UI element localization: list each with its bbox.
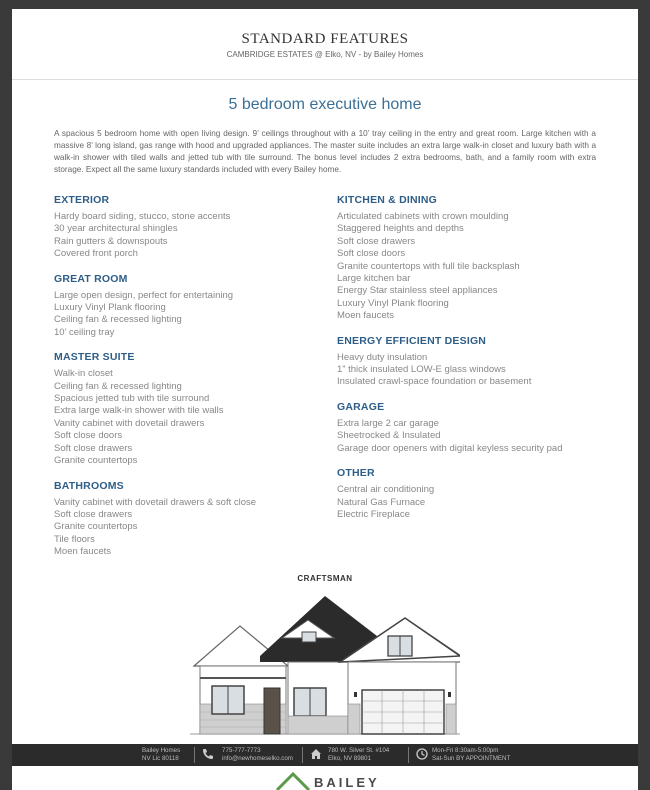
feature-item: Luxury Vinyl Plank flooring	[337, 297, 449, 309]
house-icon	[310, 748, 322, 760]
email-address[interactable]: info@newhomeselko.com	[222, 755, 293, 762]
header-subtitle: CAMBRIDGE ESTATES @ Elko, NV - by Bailey Homes	[226, 50, 424, 59]
elevation-label: CRAFTSMAN	[297, 574, 353, 583]
bailey-logo-icon	[275, 770, 311, 790]
feature-item: Spacious jetted tub with tile surround	[54, 393, 210, 405]
feature-item: Covered front porch	[54, 248, 138, 260]
feature-item: Luxury Vinyl Plank flooring	[54, 302, 166, 314]
feature-item: Soft close doors	[337, 248, 406, 260]
feature-item: Moen faucets	[337, 310, 395, 322]
feature-item: Soft close drawers	[54, 508, 133, 520]
feature-item: Tile floors	[54, 533, 95, 545]
section-kitchen-dining	[337, 194, 607, 323]
home-title: 5 bedroom executive home	[228, 96, 422, 113]
feature-item: Vanity cabinet with dovetail drawers & soft close	[54, 496, 257, 508]
section-title: KITCHEN & DINING	[337, 194, 438, 206]
intro-paragraph: A spacious 5 bedroom home with open living design. 9’ ceilings throughout with a 10’ tray ceiling in the entry and great room. Large kitchen with a massive 8’ long island, gas range with hood and upgraded appliances. The master suite includes an extra large walk-in closet and luxury bath with a walk-in shower with tiled walls and jetted tub with tile surround. The bonus level includes 2 extra bedrooms, bath, and a family room with extra storage. Expect all the same luxury standards included with every Bailey home.	[54, 129, 596, 174]
feature-item: Rain gutters & downspouts	[54, 235, 168, 247]
section-title: GREAT ROOM	[54, 272, 128, 285]
section-title: ENERGY EFFICIENT DESIGN	[337, 334, 487, 347]
footer-divider	[408, 747, 409, 763]
logo-text: BAILEY	[314, 775, 380, 790]
feature-item: Granite countertops	[54, 521, 138, 533]
feature-item: Energy Star stainless steel appliances	[337, 285, 498, 297]
contact-footer-bar	[12, 744, 638, 766]
address-line-1: 780 W. Silver St. #104	[328, 747, 390, 754]
feature-item: 10’ ceiling tray	[54, 326, 115, 338]
house-elevation-drawing	[190, 586, 460, 738]
section-title: OTHER	[337, 467, 375, 480]
section-title: BATHROOMS	[54, 479, 124, 492]
footer-divider	[302, 747, 303, 763]
feature-item: Natural Gas Furnace	[337, 496, 426, 508]
feature-item: Ceiling fan & recessed lighting	[54, 380, 182, 392]
feature-item: Walk-in closet	[54, 368, 113, 380]
feature-item: Large open design, perfect for entertaining	[54, 289, 234, 301]
feature-item: Granite countertops with full tile backsplash	[337, 260, 520, 272]
feature-item: Articulated cabinets with crown moulding	[337, 211, 509, 222]
feature-item: Soft close drawers	[54, 442, 133, 454]
feature-item: Soft close doors	[54, 430, 123, 442]
section-bathrooms	[54, 480, 324, 559]
feature-item: Large kitchen bar	[337, 273, 411, 285]
feature-item: Staggered heights and depths	[337, 223, 464, 235]
feature-item: Moen faucets	[54, 546, 112, 558]
section-title: EXTERIOR	[54, 194, 110, 206]
section-master-suite	[54, 351, 324, 467]
feature-item: Sheetrocked & Insulated	[337, 430, 441, 442]
phone-icon	[202, 748, 214, 760]
section-energy-efficient	[337, 335, 607, 389]
feature-item: Extra large walk-in shower with tile walls	[54, 405, 224, 417]
feature-item: Electric Fireplace	[337, 508, 410, 520]
feature-item: Vanity cabinet with dovetail drawers	[54, 417, 205, 429]
section-title: MASTER SUITE	[54, 351, 135, 364]
company-block	[142, 747, 180, 763]
hours-weekend: Sat-Sun BY APPOINTMENT	[432, 755, 511, 762]
feature-item: Granite countertops	[54, 455, 138, 467]
clock-icon	[416, 748, 428, 760]
feature-item: Ceiling fan & recessed lighting	[54, 314, 182, 326]
feature-item: Garage door openers with digital keyless security pad	[337, 442, 563, 454]
company-name: Bailey Homes	[142, 747, 181, 754]
section-exterior	[54, 194, 324, 261]
feature-item: Extra large 2 car garage	[337, 417, 439, 429]
feature-item: Heavy duty insulation	[337, 351, 428, 363]
feature-item: 1” thick insulated LOW-E glass windows	[337, 364, 506, 376]
left-column	[54, 194, 324, 571]
section-title: GARAGE	[337, 400, 385, 413]
section-other	[337, 467, 607, 521]
phone-number[interactable]: 775-777-7773	[222, 747, 261, 754]
hours-weekday: Mon-Fri 8:30am-5:00pm	[432, 747, 499, 754]
footer-divider	[194, 747, 195, 763]
address-line-2: Elko, NV 89801	[328, 755, 371, 762]
header-divider	[12, 79, 638, 80]
document-page	[12, 9, 638, 790]
right-column	[337, 194, 607, 533]
section-garage	[337, 401, 607, 455]
feature-item: Soft close drawers	[337, 235, 416, 247]
hours-block	[432, 747, 510, 763]
feature-item: Central air conditioning	[337, 484, 435, 496]
feature-item: 30 year architectural shingles	[54, 223, 178, 235]
feature-item: Insulated crawl-space foundation or basement	[337, 376, 532, 388]
address-block	[328, 747, 389, 763]
section-great-room	[54, 273, 324, 340]
header-title: STANDARD FEATURES	[241, 31, 409, 47]
license-number: NV Lic 80118	[142, 755, 179, 762]
feature-item: Hardy board siding, stucco, stone accents	[54, 211, 231, 222]
phone-block	[222, 747, 293, 763]
